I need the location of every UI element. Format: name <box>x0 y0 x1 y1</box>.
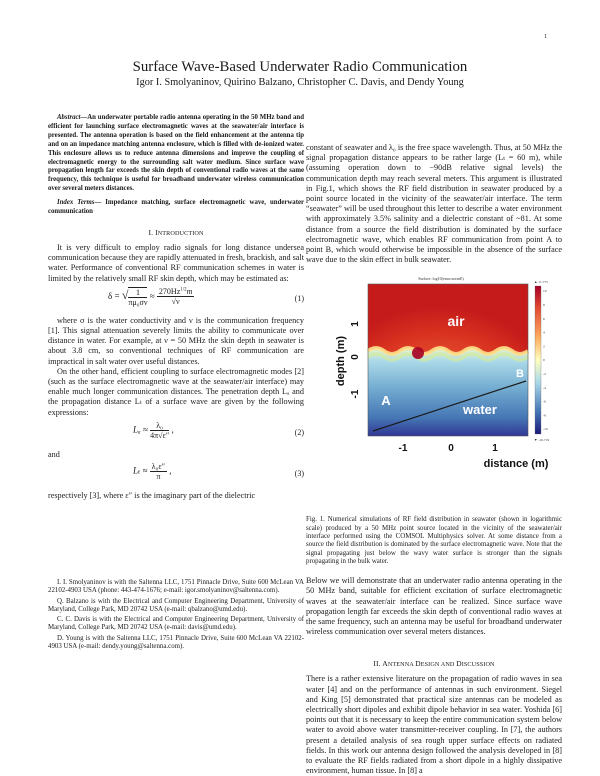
footnotes <box>48 579 304 653</box>
footnote: C. C. Davis is with the Electrical and Computer Engineering Department, University of Maryland, College Park, MD 20742 USA (e-mail: davis@umd.edu). <box>48 616 304 632</box>
colorbar-tick-label: -4 <box>543 386 546 391</box>
plot-title: Surface: log10(emw.normE) <box>418 276 464 282</box>
equation-2: Lₐ ≈ $\frac{\text{λ₀}}{4\pi√\varepsilon''}$ , (2) <box>133 420 304 440</box>
section-heading-antenna-design: II. ANTENNA DESIGN AND DISCUSSION <box>373 659 495 669</box>
equation-1: δ = √ $\frac{1}{\text{πμ₀σν}}$ ≈ $\frac{270Hz^{1/2}m}{√\nu}$ (1) <box>108 287 304 307</box>
colorbar-tick-label: -10 <box>543 427 548 432</box>
index-terms-text: — Impedance matching, surface electromagnetic wave, underwater communication <box>48 199 304 216</box>
right-paragraph-2: Below we will demonstrate that an underwater radio antenna operating in the 50 MHz band, suitable for efficient excitation of surface electromagnetic waves at the seawater/air interface can be realized. Since surface wave propagation length far exceeds the skin depth of conventional radio waves at the same frequency, such an antenna may be useful for broadband underwater wireless communication over several meters distances. <box>306 576 562 637</box>
intro-paragraph-4: respectively [3], where ε″ is the imaginary part of the dielectric <box>48 490 256 500</box>
abstract-text: —An underwater portable radio antenna operating in the 50 MHz band and efficient for launching surface electromagnetic waves at the seawater/air interface is presented. The antenna operation is based on the field enhancement at the antenna tip and on an impedance matching antenna enclosure, which is filled with de-ionized water. This enclosure allows us to reduce antenna dimensions and improve the coupling of electromagnetic energy to the surrounding salt water medium. Since surface wave propagation length far exceeds the skin depth of conventional radio waves at the same frequency, this technique is useful for broadband underwater wireless communication over several meters distances. <box>48 114 304 193</box>
x-axis-label: distance (m) <box>483 458 549 471</box>
colorbar-tick-label: -2 <box>543 372 546 377</box>
colorbar-tick-label: -8 <box>543 413 546 418</box>
point-b-label: B <box>516 368 524 381</box>
intro-paragraph-3: On the other hand, efficient coupling to surface electromagnetic modes [2] (such as the surface electromagnetic wave at the seawater/air interface) may enable much longer communication distances. The penetration depth Lₐ and the propagation distance Lₜ of a surface wave are given by the following expressions: <box>48 366 304 417</box>
y-tick-label: -1 <box>350 389 361 399</box>
page-number: 1 <box>544 34 547 40</box>
water-label: water <box>463 402 497 418</box>
index-terms-label: Index Terms <box>57 199 95 207</box>
colorbar-ticks <box>543 290 548 432</box>
left-column <box>48 114 304 501</box>
colorbar-tick-label: -6 <box>543 400 546 405</box>
right-column <box>306 143 562 776</box>
figure-1 <box>306 271 562 513</box>
field-distribution-plot <box>306 271 562 471</box>
colorbar-tick-label: 8 <box>543 303 545 308</box>
footnote: I. I. Smolyaninov is with the Saltenna LLC, 1751 Pinnacle Drive, Suite 600 McLean VA 22102-4903 USA (phone: 443-474-1676; e-mail: igor.smolyaninov@saltenna.com). <box>48 579 304 595</box>
x-tick-label: -1 <box>398 443 408 455</box>
equation-3: Lₜ ≈ $\frac{\text{λ₀ε″}}{\pi}$ , (3) <box>133 461 304 481</box>
colorbar-min: ▼ -10.719 <box>534 438 550 443</box>
x-tick-label: 1 <box>492 443 498 455</box>
footnote: Q. Balzano is with the Electrical and Computer Engineering Department, University of Maryland, College Park, MD 20742 USA (e-mail: qbalzano@umd.edu). <box>48 597 304 613</box>
intro-paragraph-1: It is very difficult to employ radio signals for long distance undersea communication because they are rapidly attenuated in fresh, brackish, and salt water. Performance of conventional RF communication schemes in water is limited by the relatively small RF skin depth, which may be estimated as: <box>48 242 304 283</box>
y-axis-label: depth (m) <box>335 336 347 387</box>
colorbar-tick-label: 0 <box>543 358 545 363</box>
paper-title: Surface Wave-Based Underwater Radio Communication <box>132 59 468 75</box>
right-paragraph-3: There is a rather extensive literature on the propagation of radio waves in sea water [4] and on the performance of antennas in such environment. Siegel and King [5] demonstrated that practical size antennas can be modeled as electrically short dipoles and exhibit dipole behavior in sea water. Yoshida [6] points out that it is necessary to keep the entire communication system below water to avoid above water transmitter-receiver coupling. In [7], the authors present a detailed analysis of sea rough upper surface effects on radiated fields. In this work our antenna design followed the analysis developed in [8] to evaluate the RF fields radiated from a short dipole in a highly dissipative environment, human tissue. In [8] a <box>306 674 562 776</box>
colorbar <box>535 286 541 434</box>
x-tick-label: 0 <box>448 443 454 455</box>
intro-paragraph-2: where σ is the water conductivity and ν is the communication frequency [1]. This signal attenuation severely limits the ability to communicate over distance in water. For example, at ν = 50 MHz the skin depth in seawater is about 3.8 cm, so conventional techniques of RF communication are impractical in salt water over useful distances. <box>48 315 304 366</box>
paper-authors: Igor I. Smolyaninov, Quirino Balzano, Christopher C. Davis, and Dendy Young <box>136 77 464 88</box>
abstract <box>48 114 304 194</box>
right-paragraph-1: constant of seawater and λ₀ is the free space wavelength. Thus, at 50 MHz the signal propagation distance appears to be rather large (Lₜ = 60 m), while (assuming operation down to −90dB relative signal levels) the communication depth may reach several meters. This argument is illustrated in Fig.1, which shows the RF field distribution in seawater produced by a point source located in the vicinity of the seawater/air interface. The term “seawater” will be used throughout this letter to describe a water environment with approximately 3.5% salinity and a dielectric constant of ~81. At some distance from a source the field distribution is dominated by the surface electromagnetic wave, which enables RF communication from point A to point B, which would otherwise be impossible in the absence of the surface wave due to the skin effect in bulk seawater. <box>306 143 562 265</box>
footnote: D. Young is with the Saltenna LLC, 1751 Pinnacle Drive, Suite 600 McLean VA 22102-4903 USA (e-mail: dendy.young@saltenna.com). <box>48 634 304 651</box>
figure-caption: Fig. 1. Numerical simulations of RF field distribution in seawater (shown in logarithmic scale) produced by a 50 MHz point source located in the vicinity of the seawater/air interface performed using the COMSOL Multiphysics solver. At some distance from a source the field distribution is dominated by the surface electromagnetic wave. Note that the signal propagating just below the wavy water surface is stronger than the signals propagating in the bulk water. <box>306 516 562 565</box>
abstract-label: Abstract <box>57 114 81 121</box>
point-a-label: A <box>381 393 391 409</box>
index-terms <box>48 199 304 217</box>
colorbar-max: ▲ 11.775 <box>534 280 548 285</box>
colorbar-tick-label: 6 <box>543 317 545 322</box>
and-word: and <box>48 449 60 459</box>
plot-area <box>368 284 528 436</box>
air-label: air <box>447 313 465 330</box>
colorbar-tick-label: 2 <box>543 344 545 349</box>
y-tick-label: 0 <box>350 354 361 361</box>
colorbar-tick-label: 4 <box>543 331 545 336</box>
section-heading-introduction: I. INTRODUCTION <box>148 227 204 237</box>
colorbar-tick-label: 10 <box>543 289 547 294</box>
y-tick-label: 1 <box>350 321 361 328</box>
